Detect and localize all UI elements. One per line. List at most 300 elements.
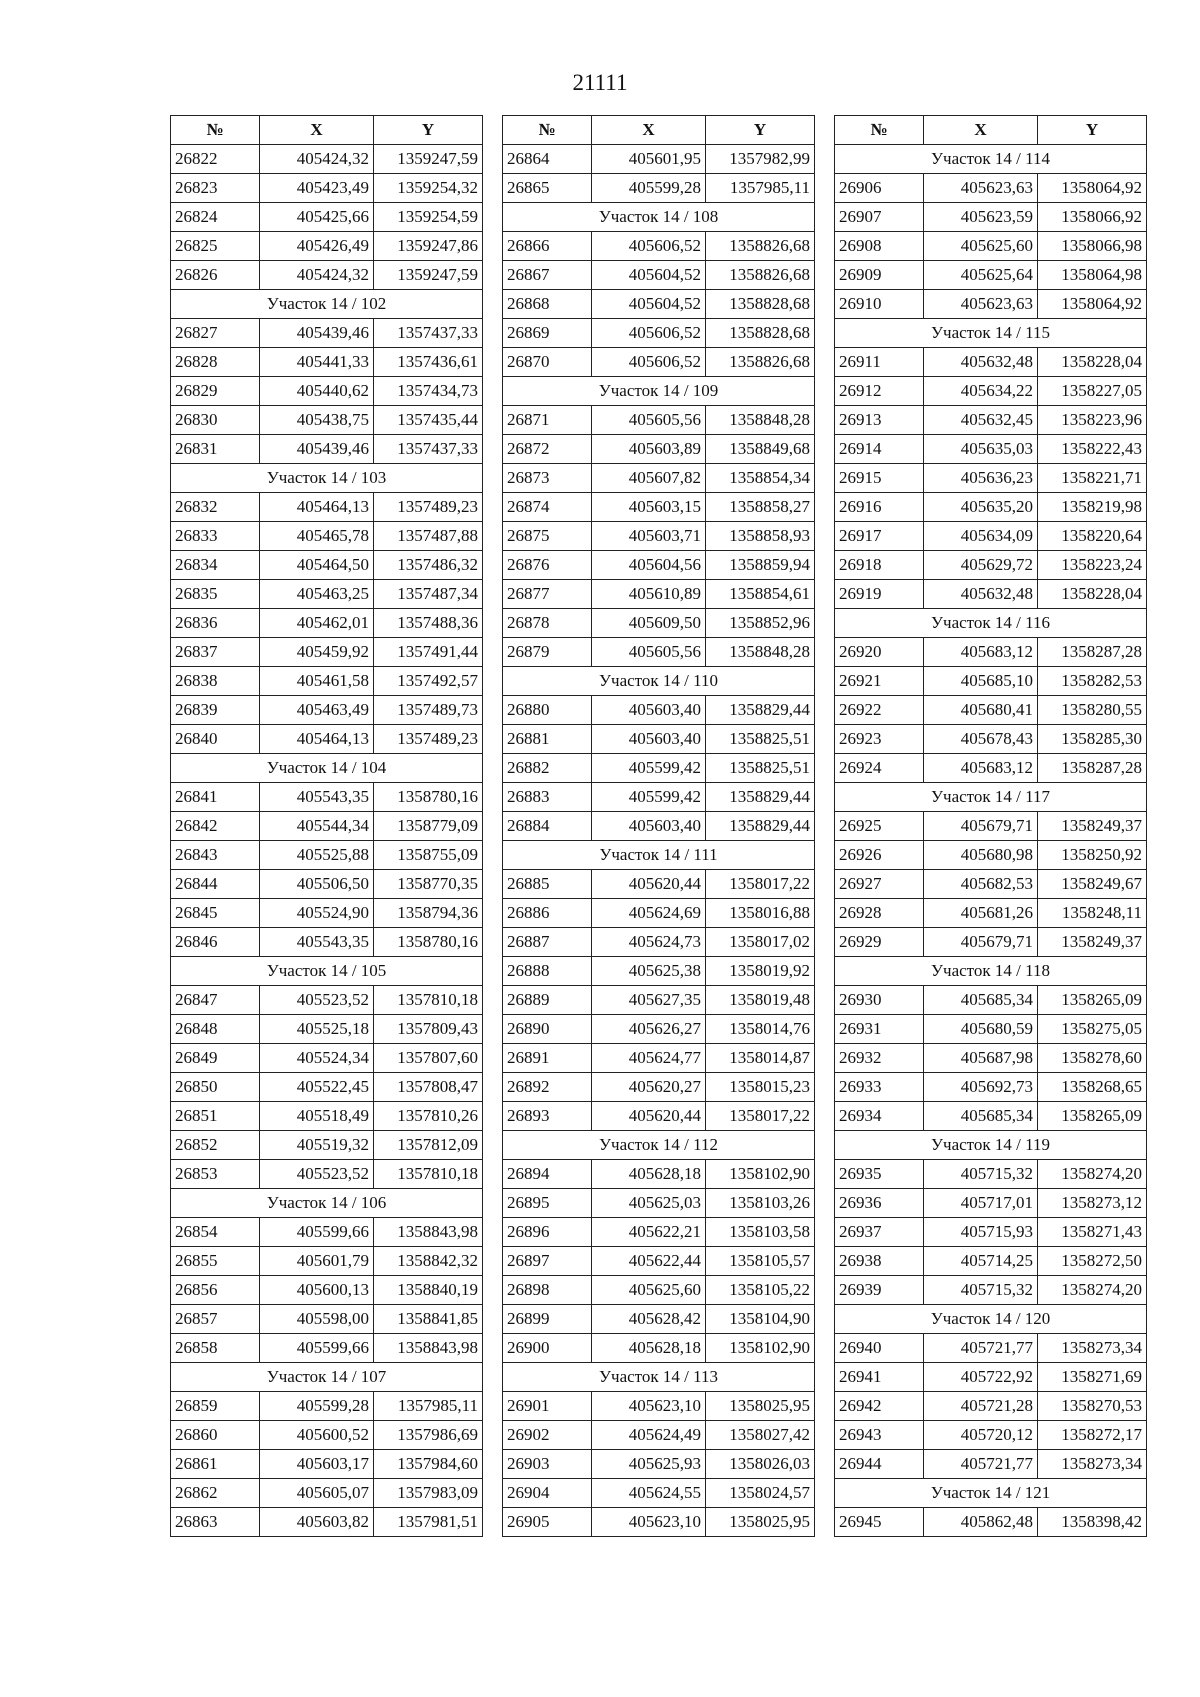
table-header (171, 116, 483, 145)
y-coordinate-cell: 1358105,22 (706, 1276, 815, 1305)
y-coordinate-cell: 1357486,32 (374, 551, 483, 580)
y-coordinate-cell: 1358826,68 (706, 232, 815, 261)
y-coordinate-cell: 1357986,69 (374, 1421, 483, 1450)
table-row (503, 290, 815, 319)
x-coordinate-cell: 405625,93 (592, 1450, 706, 1479)
x-coordinate-cell: 405683,12 (924, 638, 1038, 667)
table-row (171, 928, 483, 957)
point-number-cell: 26825 (171, 232, 260, 261)
x-coordinate-cell: 405465,78 (260, 522, 374, 551)
x-coordinate-cell: 405439,46 (260, 319, 374, 348)
y-coordinate-cell: 1358014,76 (706, 1015, 815, 1044)
point-number-cell: 26838 (171, 667, 260, 696)
point-number-cell: 26878 (503, 609, 592, 638)
table-row (503, 1276, 815, 1305)
column-header-number: № (835, 116, 924, 145)
table-row (835, 1102, 1147, 1131)
column-header-x: X (260, 116, 374, 145)
x-coordinate-cell: 405606,52 (592, 319, 706, 348)
x-coordinate-cell: 405624,77 (592, 1044, 706, 1073)
point-number-cell: 26857 (171, 1305, 260, 1334)
y-coordinate-cell: 1357981,51 (374, 1508, 483, 1537)
x-coordinate-cell: 405622,21 (592, 1218, 706, 1247)
x-coordinate-cell: 405543,35 (260, 928, 374, 957)
y-coordinate-cell: 1358026,03 (706, 1450, 815, 1479)
point-number-cell: 26932 (835, 1044, 924, 1073)
section-row (503, 1363, 815, 1392)
x-coordinate-cell: 405685,34 (924, 986, 1038, 1015)
table-row (503, 1160, 815, 1189)
x-coordinate-cell: 405680,98 (924, 841, 1038, 870)
table-row (171, 493, 483, 522)
y-coordinate-cell: 1358829,44 (706, 783, 815, 812)
x-coordinate-cell: 405625,60 (592, 1276, 706, 1305)
y-coordinate-cell: 1357487,34 (374, 580, 483, 609)
table-row (503, 1247, 815, 1276)
y-coordinate-cell: 1358828,68 (706, 319, 815, 348)
table-row (835, 261, 1147, 290)
y-coordinate-cell: 1357488,36 (374, 609, 483, 638)
point-number-cell: 26824 (171, 203, 260, 232)
x-coordinate-cell: 405625,60 (924, 232, 1038, 261)
point-number-cell: 26910 (835, 290, 924, 319)
table-row (171, 1073, 483, 1102)
table-row (171, 899, 483, 928)
table-row (171, 1247, 483, 1276)
y-coordinate-cell: 1358287,28 (1038, 638, 1147, 667)
point-number-cell: 26890 (503, 1015, 592, 1044)
x-coordinate-cell: 405544,34 (260, 812, 374, 841)
point-number-cell: 26906 (835, 174, 924, 203)
table-row (503, 1015, 815, 1044)
section-row (171, 957, 483, 986)
table-row (835, 1247, 1147, 1276)
table-row (835, 464, 1147, 493)
y-coordinate-cell: 1357437,33 (374, 435, 483, 464)
table-row (171, 696, 483, 725)
table-row (171, 406, 483, 435)
point-number-cell: 26877 (503, 580, 592, 609)
table-row (171, 1479, 483, 1508)
x-coordinate-cell: 405600,52 (260, 1421, 374, 1450)
table-row (503, 1479, 815, 1508)
table-row (171, 551, 483, 580)
section-title: Участок 14 / 117 (835, 783, 1147, 812)
table-row (503, 725, 815, 754)
table-row (171, 435, 483, 464)
table-row (835, 174, 1147, 203)
table-row (503, 1305, 815, 1334)
y-coordinate-cell: 1358849,68 (706, 435, 815, 464)
table-header (503, 116, 815, 145)
x-coordinate-cell: 405623,59 (924, 203, 1038, 232)
x-coordinate-cell: 405714,25 (924, 1247, 1038, 1276)
y-coordinate-cell: 1359247,59 (374, 145, 483, 174)
point-number-cell: 26899 (503, 1305, 592, 1334)
y-coordinate-cell: 1357985,11 (706, 174, 815, 203)
table-row (835, 725, 1147, 754)
x-coordinate-cell: 405721,77 (924, 1450, 1038, 1479)
x-coordinate-cell: 405603,82 (260, 1508, 374, 1537)
y-coordinate-cell: 1358249,37 (1038, 812, 1147, 841)
y-coordinate-cell: 1357807,60 (374, 1044, 483, 1073)
column-header-x: X (592, 116, 706, 145)
x-coordinate-cell: 405525,88 (260, 841, 374, 870)
y-coordinate-cell: 1358826,68 (706, 261, 815, 290)
point-number-cell: 26861 (171, 1450, 260, 1479)
point-number-cell: 26893 (503, 1102, 592, 1131)
point-number-cell: 26864 (503, 145, 592, 174)
section-row (835, 1479, 1147, 1508)
coordinates-table-3 (834, 115, 1147, 1537)
table-row (503, 522, 815, 551)
point-number-cell: 26883 (503, 783, 592, 812)
section-title: Участок 14 / 110 (503, 667, 815, 696)
point-number-cell: 26845 (171, 899, 260, 928)
table-row (835, 435, 1147, 464)
table-row (171, 319, 483, 348)
table-row (171, 203, 483, 232)
x-coordinate-cell: 405626,27 (592, 1015, 706, 1044)
x-coordinate-cell: 405623,63 (924, 290, 1038, 319)
x-coordinate-cell: 405599,28 (260, 1392, 374, 1421)
table-row (503, 406, 815, 435)
x-coordinate-cell: 405625,03 (592, 1189, 706, 1218)
x-coordinate-cell: 405680,41 (924, 696, 1038, 725)
table-row (835, 290, 1147, 319)
point-number-cell: 26879 (503, 638, 592, 667)
point-number-cell: 26902 (503, 1421, 592, 1450)
x-coordinate-cell: 405424,32 (260, 145, 374, 174)
y-coordinate-cell: 1358271,43 (1038, 1218, 1147, 1247)
x-coordinate-cell: 405620,44 (592, 1102, 706, 1131)
x-coordinate-cell: 405679,71 (924, 928, 1038, 957)
table-row (835, 1189, 1147, 1218)
x-coordinate-cell: 405525,18 (260, 1015, 374, 1044)
point-number-cell: 26831 (171, 435, 260, 464)
y-coordinate-cell: 1358840,19 (374, 1276, 483, 1305)
point-number-cell: 26912 (835, 377, 924, 406)
y-coordinate-cell: 1358024,57 (706, 1479, 815, 1508)
table-row (835, 928, 1147, 957)
point-number-cell: 26844 (171, 870, 260, 899)
table-row (835, 754, 1147, 783)
y-coordinate-cell: 1359254,59 (374, 203, 483, 232)
table-row (835, 638, 1147, 667)
point-number-cell: 26859 (171, 1392, 260, 1421)
point-number-cell: 26924 (835, 754, 924, 783)
x-coordinate-cell: 405721,77 (924, 1334, 1038, 1363)
y-coordinate-cell: 1359247,59 (374, 261, 483, 290)
table-row (835, 870, 1147, 899)
section-row (835, 1131, 1147, 1160)
point-number-cell: 26869 (503, 319, 592, 348)
y-coordinate-cell: 1358770,35 (374, 870, 483, 899)
point-number-cell: 26852 (171, 1131, 260, 1160)
y-coordinate-cell: 1358271,69 (1038, 1363, 1147, 1392)
point-number-cell: 26850 (171, 1073, 260, 1102)
section-row (503, 667, 815, 696)
table-row (835, 1392, 1147, 1421)
table-row (171, 232, 483, 261)
table-row (171, 377, 483, 406)
y-coordinate-cell: 1358103,58 (706, 1218, 815, 1247)
y-coordinate-cell: 1357489,23 (374, 725, 483, 754)
y-coordinate-cell: 1357984,60 (374, 1450, 483, 1479)
y-coordinate-cell: 1357437,33 (374, 319, 483, 348)
x-coordinate-cell: 405440,62 (260, 377, 374, 406)
point-number-cell: 26823 (171, 174, 260, 203)
y-coordinate-cell: 1357434,73 (374, 377, 483, 406)
table-row (171, 348, 483, 377)
y-coordinate-cell: 1358280,55 (1038, 696, 1147, 725)
table-row (171, 522, 483, 551)
x-coordinate-cell: 405424,32 (260, 261, 374, 290)
section-title: Участок 14 / 109 (503, 377, 815, 406)
table-row (171, 1131, 483, 1160)
y-coordinate-cell: 1358102,90 (706, 1160, 815, 1189)
y-coordinate-cell: 1358270,53 (1038, 1392, 1147, 1421)
table-row (835, 203, 1147, 232)
x-coordinate-cell: 405439,46 (260, 435, 374, 464)
table-row (171, 986, 483, 1015)
column-header-y: Y (1038, 116, 1147, 145)
table-row (835, 1450, 1147, 1479)
table-row (171, 261, 483, 290)
y-coordinate-cell: 1358228,04 (1038, 580, 1147, 609)
table-row (503, 1421, 815, 1450)
column-header-y: Y (374, 116, 483, 145)
section-row (835, 609, 1147, 638)
column-header-y: Y (706, 116, 815, 145)
section-title: Участок 14 / 108 (503, 203, 815, 232)
x-coordinate-cell: 405607,82 (592, 464, 706, 493)
x-coordinate-cell: 405683,12 (924, 754, 1038, 783)
point-number-cell: 26836 (171, 609, 260, 638)
table-row (835, 1363, 1147, 1392)
y-coordinate-cell: 1358848,28 (706, 638, 815, 667)
point-number-cell: 26896 (503, 1218, 592, 1247)
x-coordinate-cell: 405632,48 (924, 580, 1038, 609)
x-coordinate-cell: 405627,35 (592, 986, 706, 1015)
x-coordinate-cell: 405604,52 (592, 261, 706, 290)
point-number-cell: 26918 (835, 551, 924, 580)
table-row (503, 638, 815, 667)
y-coordinate-cell: 1358287,28 (1038, 754, 1147, 783)
table-row (171, 1421, 483, 1450)
table-row (171, 812, 483, 841)
point-number-cell: 26891 (503, 1044, 592, 1073)
point-number-cell: 26865 (503, 174, 592, 203)
y-coordinate-cell: 1358858,93 (706, 522, 815, 551)
x-coordinate-cell: 405862,48 (924, 1508, 1038, 1537)
x-coordinate-cell: 405625,38 (592, 957, 706, 986)
section-row (171, 464, 483, 493)
section-title: Участок 14 / 104 (171, 754, 483, 783)
point-number-cell: 26854 (171, 1218, 260, 1247)
section-row (835, 1305, 1147, 1334)
table-row (835, 667, 1147, 696)
point-number-cell: 26866 (503, 232, 592, 261)
x-coordinate-cell: 405623,10 (592, 1392, 706, 1421)
y-coordinate-cell: 1357809,43 (374, 1015, 483, 1044)
y-coordinate-cell: 1358019,48 (706, 986, 815, 1015)
section-row (835, 319, 1147, 348)
point-number-cell: 26840 (171, 725, 260, 754)
table-row (171, 1044, 483, 1073)
x-coordinate-cell: 405601,95 (592, 145, 706, 174)
y-coordinate-cell: 1358222,43 (1038, 435, 1147, 464)
x-coordinate-cell: 405425,66 (260, 203, 374, 232)
y-coordinate-cell: 1358852,96 (706, 609, 815, 638)
y-coordinate-cell: 1358779,09 (374, 812, 483, 841)
y-coordinate-cell: 1358016,88 (706, 899, 815, 928)
point-number-cell: 26917 (835, 522, 924, 551)
y-coordinate-cell: 1358780,16 (374, 928, 483, 957)
y-coordinate-cell: 1358854,34 (706, 464, 815, 493)
point-number-cell: 26911 (835, 348, 924, 377)
table-row (835, 1160, 1147, 1189)
table-row (835, 406, 1147, 435)
table-row (503, 174, 815, 203)
table-row (503, 435, 815, 464)
point-number-cell: 26842 (171, 812, 260, 841)
y-coordinate-cell: 1359254,32 (374, 174, 483, 203)
x-coordinate-cell: 405605,56 (592, 638, 706, 667)
x-coordinate-cell: 405692,73 (924, 1073, 1038, 1102)
x-coordinate-cell: 405715,32 (924, 1276, 1038, 1305)
table-row (503, 1392, 815, 1421)
y-coordinate-cell: 1358272,50 (1038, 1247, 1147, 1276)
y-coordinate-cell: 1358794,36 (374, 899, 483, 928)
y-coordinate-cell: 1358017,22 (706, 870, 815, 899)
point-number-cell: 26882 (503, 754, 592, 783)
x-coordinate-cell: 405603,15 (592, 493, 706, 522)
x-coordinate-cell: 405605,07 (260, 1479, 374, 1508)
point-number-cell: 26832 (171, 493, 260, 522)
y-coordinate-cell: 1358265,09 (1038, 1102, 1147, 1131)
y-coordinate-cell: 1358273,34 (1038, 1450, 1147, 1479)
x-coordinate-cell: 405623,10 (592, 1508, 706, 1537)
y-coordinate-cell: 1358274,20 (1038, 1276, 1147, 1305)
point-number-cell: 26897 (503, 1247, 592, 1276)
y-coordinate-cell: 1357812,09 (374, 1131, 483, 1160)
x-coordinate-cell: 405524,90 (260, 899, 374, 928)
point-number-cell: 26914 (835, 435, 924, 464)
point-number-cell: 26898 (503, 1276, 592, 1305)
x-coordinate-cell: 405628,18 (592, 1334, 706, 1363)
table-row (171, 870, 483, 899)
x-coordinate-cell: 405632,48 (924, 348, 1038, 377)
x-coordinate-cell: 405679,71 (924, 812, 1038, 841)
point-number-cell: 26875 (503, 522, 592, 551)
y-coordinate-cell: 1358268,65 (1038, 1073, 1147, 1102)
y-coordinate-cell: 1358066,92 (1038, 203, 1147, 232)
x-coordinate-cell: 405603,40 (592, 725, 706, 754)
table-row (835, 1218, 1147, 1247)
y-coordinate-cell: 1358064,92 (1038, 174, 1147, 203)
y-coordinate-cell: 1357436,61 (374, 348, 483, 377)
point-number-cell: 26822 (171, 145, 260, 174)
x-coordinate-cell: 405599,28 (592, 174, 706, 203)
x-coordinate-cell: 405598,00 (260, 1305, 374, 1334)
x-coordinate-cell: 405522,45 (260, 1073, 374, 1102)
table-row (503, 261, 815, 290)
table-row (503, 1189, 815, 1218)
section-title: Участок 14 / 116 (835, 609, 1147, 638)
point-number-cell: 26868 (503, 290, 592, 319)
table-row (171, 1102, 483, 1131)
point-number-cell: 26880 (503, 696, 592, 725)
y-coordinate-cell: 1358843,98 (374, 1334, 483, 1363)
point-number-cell: 26872 (503, 435, 592, 464)
table-row (503, 870, 815, 899)
table-row (171, 1305, 483, 1334)
point-number-cell: 26937 (835, 1218, 924, 1247)
x-coordinate-cell: 405680,59 (924, 1015, 1038, 1044)
x-coordinate-cell: 405635,20 (924, 493, 1038, 522)
x-coordinate-cell: 405441,33 (260, 348, 374, 377)
point-number-cell: 26916 (835, 493, 924, 522)
point-number-cell: 26909 (835, 261, 924, 290)
table-row (503, 145, 815, 174)
point-number-cell: 26920 (835, 638, 924, 667)
table-row (503, 1044, 815, 1073)
x-coordinate-cell: 405624,69 (592, 899, 706, 928)
x-coordinate-cell: 405603,40 (592, 812, 706, 841)
point-number-cell: 26936 (835, 1189, 924, 1218)
table-row (835, 551, 1147, 580)
point-number-cell: 26834 (171, 551, 260, 580)
section-row (835, 783, 1147, 812)
x-coordinate-cell: 405623,63 (924, 174, 1038, 203)
y-coordinate-cell: 1357487,88 (374, 522, 483, 551)
y-coordinate-cell: 1358272,17 (1038, 1421, 1147, 1450)
y-coordinate-cell: 1358220,64 (1038, 522, 1147, 551)
y-coordinate-cell: 1358248,11 (1038, 899, 1147, 928)
y-coordinate-cell: 1357808,47 (374, 1073, 483, 1102)
y-coordinate-cell: 1358275,05 (1038, 1015, 1147, 1044)
x-coordinate-cell: 405603,89 (592, 435, 706, 464)
y-coordinate-cell: 1357983,09 (374, 1479, 483, 1508)
point-number-cell: 26888 (503, 957, 592, 986)
y-coordinate-cell: 1358278,60 (1038, 1044, 1147, 1073)
point-number-cell: 26871 (503, 406, 592, 435)
y-coordinate-cell: 1357491,44 (374, 638, 483, 667)
point-number-cell: 26915 (835, 464, 924, 493)
y-coordinate-cell: 1358398,42 (1038, 1508, 1147, 1537)
x-coordinate-cell: 405599,66 (260, 1334, 374, 1363)
x-coordinate-cell: 405423,49 (260, 174, 374, 203)
table-row (835, 1276, 1147, 1305)
x-coordinate-cell: 405687,98 (924, 1044, 1038, 1073)
column-header-number: № (503, 116, 592, 145)
point-number-cell: 26828 (171, 348, 260, 377)
point-number-cell: 26931 (835, 1015, 924, 1044)
section-row (171, 754, 483, 783)
point-number-cell: 26846 (171, 928, 260, 957)
y-coordinate-cell: 1358017,02 (706, 928, 815, 957)
point-number-cell: 26940 (835, 1334, 924, 1363)
table-row (503, 986, 815, 1015)
y-coordinate-cell: 1358273,34 (1038, 1334, 1147, 1363)
x-coordinate-cell: 405601,79 (260, 1247, 374, 1276)
y-coordinate-cell: 1358250,92 (1038, 841, 1147, 870)
table-row (503, 493, 815, 522)
y-coordinate-cell: 1358017,22 (706, 1102, 815, 1131)
y-coordinate-cell: 1358219,98 (1038, 493, 1147, 522)
point-number-cell: 26913 (835, 406, 924, 435)
